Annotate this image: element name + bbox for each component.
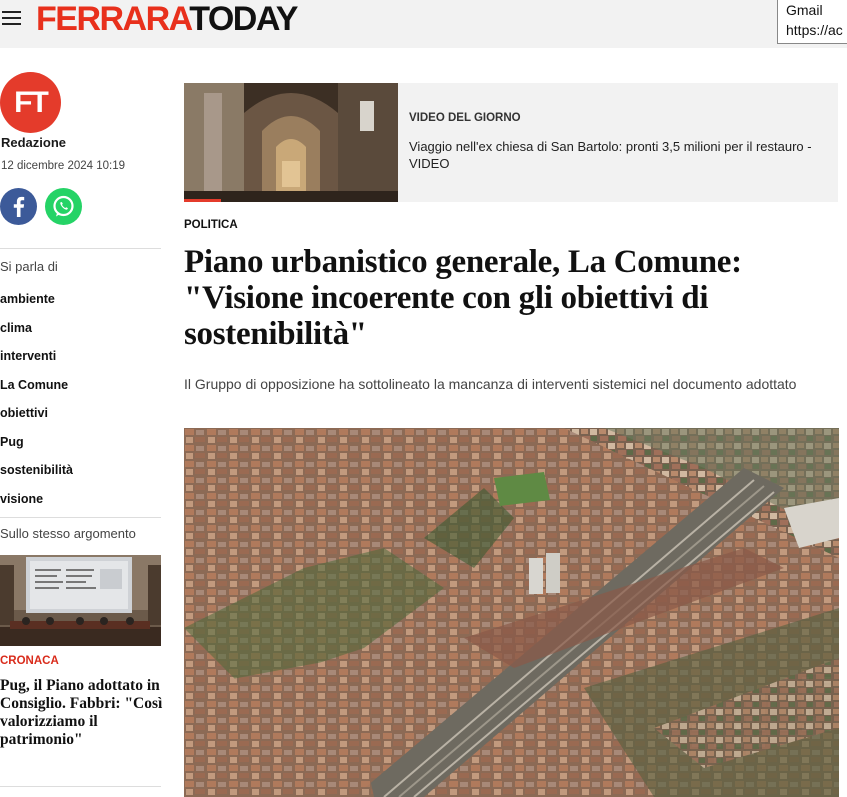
tag-link[interactable]: obiettivi [0,406,48,420]
tooltip-title: Gmail [786,2,823,18]
logo-ferrara: FERRARA [36,0,190,38]
aerial-city-photo [184,428,839,797]
video-thumbnail[interactable] [184,83,398,202]
video-of-the-day[interactable] [184,83,838,202]
menu-icon[interactable] [2,11,21,27]
article-subtitle: Il Gruppo di opposizione ha sottolineato la mancanza di interventi sistemici nel documento adottato [184,376,797,392]
avatar-initials: FT [14,85,47,119]
church-interior-photo [184,83,398,202]
council-photo [0,555,161,646]
tag-link[interactable]: ambiente [0,292,55,306]
facebook-icon [0,188,37,225]
sidebar-divider [0,786,161,787]
article-headline: Piano urbanistico generale, La Comune: "Visione incoerente con gli obiettivi di sostenibilità" [184,244,742,352]
tag-link[interactable]: clima [0,320,32,335]
video-title[interactable]: Viaggio nell'ex chiesa di San Bartolo: pronti 3,5 milioni per il restauro - VIDEO [409,139,812,171]
share-facebook-button[interactable] [0,188,37,225]
tag-link[interactable]: sostenibilità [0,463,73,477]
video-label: VIDEO DEL GIORNO [409,112,521,124]
tag-link[interactable]: interventi [0,349,57,363]
tag-link[interactable]: visione [0,491,44,506]
share-whatsapp-button[interactable] [45,188,82,225]
tag-link[interactable]: La Comune [0,377,69,392]
related-title[interactable]: Pug, il Piano adottato in Consiglio. Fabbri: "Così valorizziamo il patrimonio" [0,677,163,748]
related-category[interactable]: CRONACA [0,655,59,667]
topics-label: Si parla di [0,259,58,274]
tag-list [0,290,73,518]
article-hero-image [184,428,839,797]
whatsapp-icon [45,188,82,225]
publish-date: 12 dicembre 2024 10:19 [1,160,126,172]
sidebar-divider [0,248,161,249]
related-thumbnail[interactable] [0,555,161,646]
top-bar [0,0,847,48]
link-tooltip [777,0,847,44]
tooltip-url: https://ac [786,22,843,38]
logo-today: TODAY [189,0,297,38]
sidebar-divider [0,517,161,518]
related-label: Sullo stesso argomento [0,526,136,541]
site-logo[interactable] [36,1,297,37]
author-avatar[interactable] [0,72,61,133]
tag-link[interactable]: Pug [0,434,24,449]
video-progress-accent [184,199,221,202]
article-category[interactable]: POLITICA [184,219,238,231]
author-name[interactable]: Redazione [1,135,67,150]
